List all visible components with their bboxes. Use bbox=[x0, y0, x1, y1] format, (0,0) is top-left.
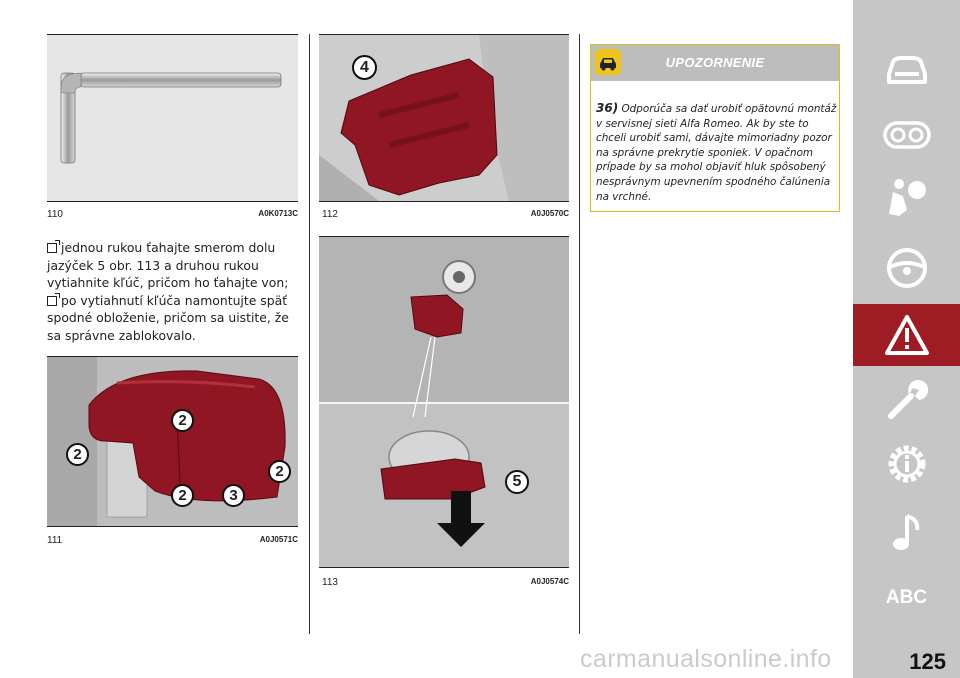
instruction-step-text: po vytiahnutí kľúča namontujte späť spodné obloženie, pričom sa uistite, že sa správne zablokovalo. bbox=[47, 292, 289, 343]
figure-110-image bbox=[47, 35, 298, 201]
instruction-text bbox=[47, 239, 305, 345]
warning-triangle-icon[interactable] bbox=[853, 304, 960, 366]
figure-111-number: 111 bbox=[47, 535, 63, 546]
column-divider-left bbox=[309, 34, 310, 634]
chapter-sidebar bbox=[853, 0, 960, 678]
wrench-icon[interactable] bbox=[853, 372, 960, 428]
instruction-step-text: jednou rukou ťahajte smerom dolu jazýček 5 obr. 113 a druhou rukou vytiahnite kľúč, pričom ho ťahajte von; bbox=[47, 240, 289, 291]
warning-title: UPOZORNENIE bbox=[665, 55, 765, 70]
info-gear-icon[interactable] bbox=[853, 436, 960, 492]
airbag-seat-icon[interactable] bbox=[853, 170, 960, 226]
page-number: 125 bbox=[909, 649, 946, 674]
warning-text bbox=[596, 101, 838, 204]
warning-box bbox=[590, 44, 840, 212]
warning-number: 36) bbox=[596, 101, 619, 115]
watermark-text: carmanualsonline.info bbox=[580, 645, 832, 673]
abc-index[interactable] bbox=[853, 570, 960, 626]
figure-113-caption bbox=[322, 577, 569, 588]
checkbox-bullet-icon bbox=[47, 296, 57, 306]
figure-113-callout: 5 bbox=[505, 470, 529, 494]
abc-label: ABC bbox=[885, 587, 928, 608]
figure-110-bottom-rule bbox=[47, 201, 298, 202]
figure-113-image bbox=[319, 237, 569, 567]
column-divider-right bbox=[579, 34, 580, 634]
warning-header bbox=[591, 45, 839, 81]
figure-112-callout: 4 bbox=[352, 55, 377, 80]
figure-113-bottom-rule bbox=[319, 567, 569, 568]
figure-111-bottom-rule bbox=[47, 526, 298, 527]
figure-111-callout: 2 bbox=[268, 460, 291, 483]
figure-113-number: 113 bbox=[322, 577, 338, 588]
figure-113-code: A0J0574C bbox=[530, 577, 569, 586]
instruction-step bbox=[47, 292, 305, 345]
music-note-icon[interactable] bbox=[853, 504, 960, 560]
steering-wheel-icon[interactable] bbox=[853, 240, 960, 296]
figure-111-code: A0J0571C bbox=[259, 535, 298, 544]
car-icon[interactable] bbox=[853, 42, 960, 98]
dashboard-icon[interactable] bbox=[853, 107, 960, 163]
figure-111-image bbox=[47, 357, 298, 526]
figure-110-code: A0K0713C bbox=[258, 209, 298, 218]
figure-110-number: 110 bbox=[47, 209, 63, 220]
figure-111-callout: 2 bbox=[171, 484, 194, 507]
checkbox-bullet-icon bbox=[47, 243, 57, 253]
instruction-step bbox=[47, 239, 305, 292]
figure-112-bottom-rule bbox=[319, 201, 569, 202]
figure-111-callout: 2 bbox=[171, 409, 194, 432]
warning-body: Odporúča sa dať urobiť opätovnú montáž v servisnej sieti Alfa Romeo. Ak by ste to chceli urobiť sami, dávajte mimoriadny pozor na správne prekrytie sponiek. V opačnom prípade by sa mohol objaviť hluk spôsobený nesprávnym upevnením spodného čalúnenia na vrchné. bbox=[596, 103, 837, 203]
figure-112-image bbox=[319, 35, 569, 201]
figure-110-caption bbox=[47, 209, 298, 220]
figure-111-caption bbox=[47, 535, 298, 546]
figure-111-callout: 3 bbox=[222, 484, 245, 507]
figure-112-number: 112 bbox=[322, 209, 338, 220]
figure-112-caption bbox=[322, 209, 569, 220]
figure-112-code: A0J0570C bbox=[530, 209, 569, 218]
figure-111-callout: 2 bbox=[66, 443, 89, 466]
